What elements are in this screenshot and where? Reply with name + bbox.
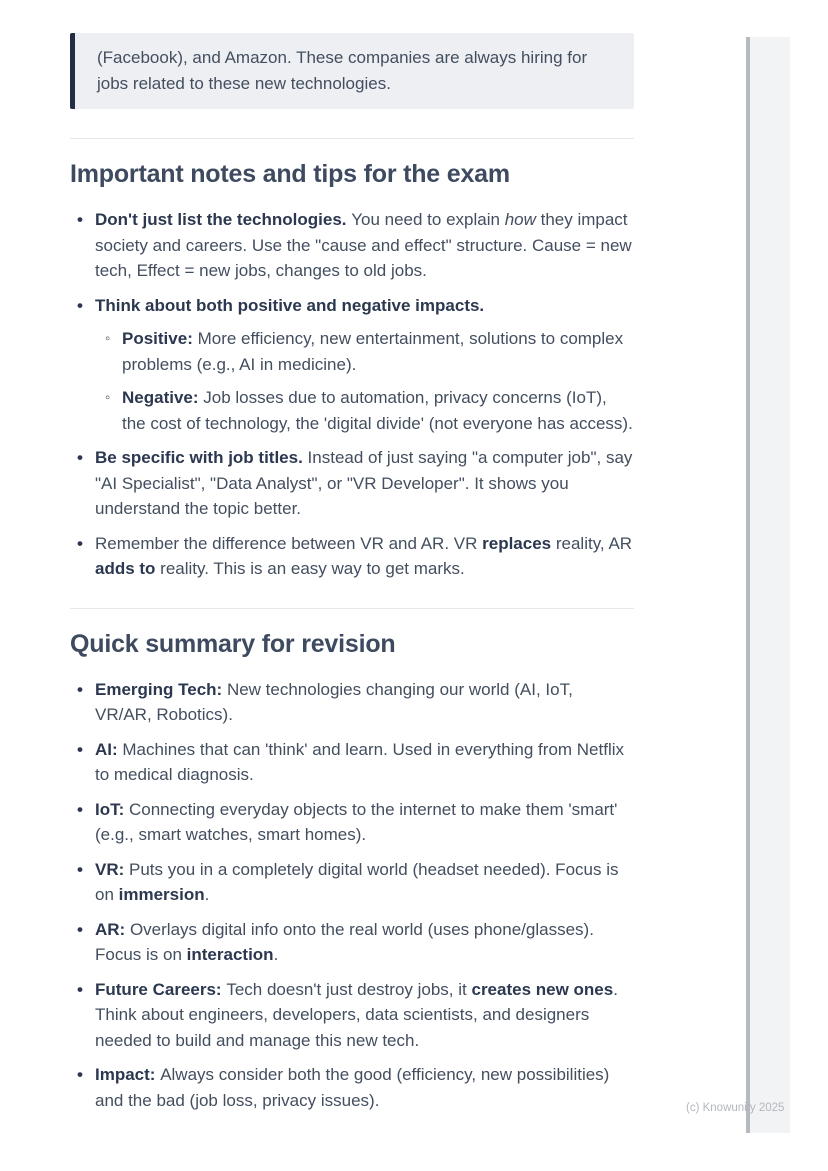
bullet-icon: • [77,295,83,315]
bullet-icon: • [77,919,83,939]
bullet-icon: • [77,1065,83,1084]
list-item [70,857,634,908]
list-item-text: VR: Puts you in a completely digital world (headset needed). Focus is on immersion. [95,859,619,904]
document-content [70,33,634,1122]
quick-summary-list [70,677,634,1114]
sub-bullet-icon: ◦ [105,389,111,406]
bullet-icon: • [77,859,83,879]
bullet-icon: • [77,799,83,819]
list-item-text: AI: Machines that can 'think' and learn. Used in everything from Netflix to medical diagnosis. [95,739,625,784]
list-item-text: Think about both positive and negative impacts. [95,295,485,315]
list-item [70,531,634,582]
list-item [70,737,634,788]
watermark: (c) Knowunity 2025 [686,1102,785,1114]
list-item [70,677,634,728]
divider [70,138,634,139]
list-item [70,293,634,437]
bullet-icon: • [77,448,83,467]
section-heading-exam-tips: Important notes and tips for the exam [70,160,510,188]
list-item [70,917,634,968]
page-edge-divider [746,37,750,1133]
bullet-icon: • [77,979,83,999]
bullet-icon: • [77,210,83,229]
list-item-text: Be specific with job titles. Instead of just saying "a computer job", say "AI Specialist", "Data Analyst", or "VR Developer". It shows you understand the topic better. [95,448,633,518]
quote-text: (Facebook), and Amazon. These companies are always hiring for jobs related to these new technologies. [97,48,588,93]
sub-list [96,326,634,436]
list-item [70,207,634,284]
sub-list-item [96,326,634,377]
bullet-icon: • [77,533,83,553]
list-item-text: Don't just list the technologies. You need to explain how they impact society and careers. Use the "cause and effect" structure. Cause = new tech, Effect = new jobs, changes to old jobs. [95,210,632,280]
list-item-text: Impact: Always consider both the good (efficiency, new possibilities) and the bad (job loss, privacy issues). [95,1065,610,1110]
bullet-icon: • [77,679,83,699]
list-item-text: IoT: Connecting everyday objects to the internet to make them 'smart' (e.g., smart watches, smart homes). [95,799,618,844]
list-item-text: Future Careers: Tech doesn't just destroy jobs, it creates new ones. Think about engineers, developers, data scientists, and designers needed to build and manage this new tech. [95,979,618,1050]
list-item-text: Remember the difference between VR and AR. VR replaces reality, AR adds to reality. This is an easy way to get marks. [95,533,633,578]
bullet-icon: • [77,739,83,759]
sub-list-item [96,385,634,436]
sub-bullet-icon: ◦ [105,330,111,347]
list-item [70,977,634,1054]
exam-tips-list [70,207,634,582]
list-item-text: Emerging Tech: New technologies changing our world (AI, IoT, VR/AR, Robotics). [95,679,573,724]
list-item-text: AR: Overlays digital info onto the real world (uses phone/glasses). Focus is on interaction. [95,919,594,964]
list-item [70,445,634,522]
list-item [70,797,634,848]
quote-block [70,33,634,109]
list-item [70,1062,634,1113]
section-heading-quick-summary: Quick summary for revision [70,629,396,658]
page-margin-strip [750,37,790,1133]
sub-list-item-text: Negative: Job losses due to automation, privacy concerns (IoT), the cost of technology, the 'digital divide' (not everyone has access). [122,388,633,433]
divider [70,608,634,609]
sub-list-item-text: Positive: More efficiency, new entertainment, solutions to complex problems (e.g., AI in medicine). [122,329,624,374]
